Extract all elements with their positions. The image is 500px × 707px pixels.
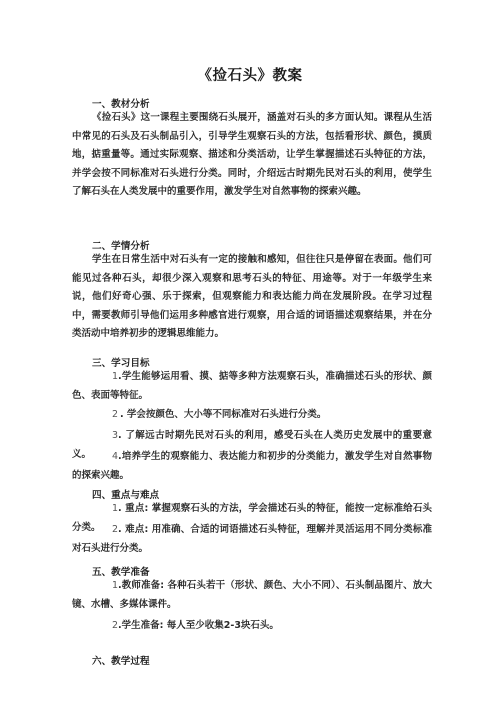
- section-heading-1: 一、教材分析: [92, 99, 150, 110]
- item-number: 1: [112, 580, 119, 591]
- section-heading-2: 二、学情分析: [92, 241, 150, 252]
- item-text: .教师准备: 各种石头若干（形状、颜色、大小不同）、石头制品图片、放大镜、水槽、多媒体课件。: [72, 580, 432, 610]
- list-item: [72, 521, 432, 558]
- item-number: 2: [112, 409, 119, 420]
- item-number: 4: [112, 451, 119, 462]
- list-item: [72, 406, 432, 425]
- item-number: 1: [112, 503, 119, 514]
- list-item: [72, 368, 432, 405]
- item-text: . 难点: 用准确、合适的词语描述石头特征，理解并灵活运用不同分类标准对石头进行分类。: [72, 524, 432, 554]
- item-text: . 了解远古时期先民对石头的利用，感受石头在人类历史发展中的重要意义。: [72, 430, 432, 460]
- item-number: 1: [112, 371, 119, 382]
- item-number: 2: [112, 620, 119, 631]
- list-item: [72, 448, 432, 485]
- section-paragraph-2: 学生在日常生活中对石头有一定的接触和感知，但往往只是停留在表面。他们可能见过各种石头，却很少深入观察和思考石头的特征、用途等。对于一年级学生来说，他们好奇心强、乐于探索，但观察能力和表达能力尚在发展阶段。在学习过程中，需要教师引导他们运用多种感官进行观察，用合适的词语描述观察结果，并在分类活动中培养初步的逻辑思维能力。: [72, 254, 432, 340]
- list-item: [72, 617, 432, 636]
- item-number: 2: [112, 524, 119, 535]
- document-title: 《捡石头》教案: [197, 68, 303, 84]
- item-text: .学生准备: 每人至少收集2-3块石头。: [118, 620, 279, 631]
- item-text: . 重点: 掌握观察石头的方法，学会描述石头的特征，能按一定标准给石头分类。: [72, 503, 432, 533]
- section-heading-4: 四、重点与难点: [92, 490, 160, 501]
- section-heading-3: 三、学习目标: [92, 358, 150, 369]
- item-text: . 学会按颜色、大小等不同标准对石头进行分类。: [120, 409, 327, 420]
- item-text: .学生能够运用看、摸、掂等多种方法观察石头，准确描述石头的形状、颜色、表面等特征。: [72, 371, 432, 401]
- item-text: .培养学生的观察能力、表达能力和初步的分类能力，激发学生对自然事物的探索兴趣。: [72, 451, 432, 481]
- section-paragraph-1: 《捡石头》这一课程主要围绕石头展开，涵盖对石头的多方面认知。课程从生活中常见的石头及石头制品引入，引导学生观察石头的方法，包括看形状、颜色，摸质地，掂重量等。通过实际观察、描述和分类活动，让学生掌握描述石头特征的方法，并学会按不同标准对石头进行分类。同时，介绍远古时期先民对石头的利用，使学生了解石头在人类发展中的重要作用，激发学生对自然事物的探索兴趣。: [72, 112, 432, 198]
- list-item: [72, 577, 432, 614]
- section-heading-6: 六、教学过程: [92, 656, 150, 667]
- section-heading-5: 五、教学准备: [92, 567, 150, 578]
- item-number: 3: [112, 430, 119, 441]
